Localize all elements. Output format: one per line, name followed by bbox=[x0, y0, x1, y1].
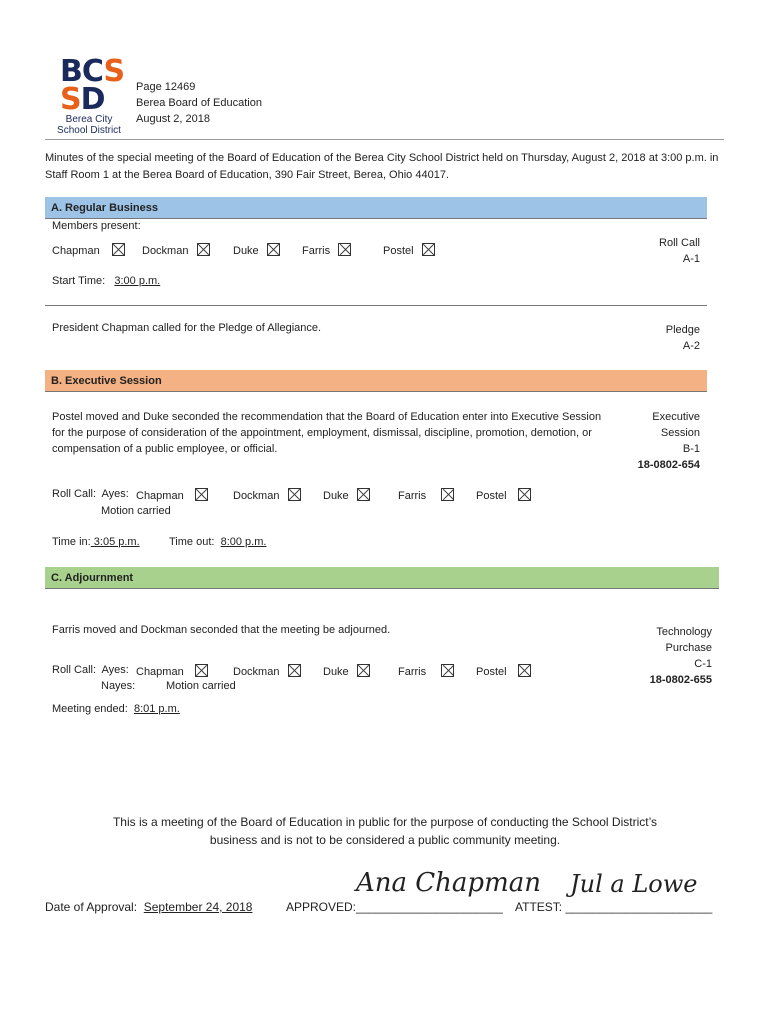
ended-value: 8:01 p.m. bbox=[133, 703, 180, 715]
intro-paragraph: Minutes of the special meeting of the Board of Education of the Berea City School District held on Thursday, August 2, 2018 at 3:00 p.m. in Staff Room 1 at the Berea Board of Education, 390 Fair Street, Berea, Ohio 44017. bbox=[45, 152, 719, 181]
start-label: Start Time: bbox=[52, 275, 106, 287]
checked-box-icon bbox=[518, 488, 531, 501]
signature-line: ______________________ bbox=[565, 900, 713, 914]
checked-box-icon bbox=[195, 488, 208, 501]
header-block bbox=[136, 79, 262, 127]
logo-s2: S bbox=[60, 82, 81, 117]
vote-farris bbox=[398, 488, 454, 502]
section-c-header: C. Adjournment bbox=[45, 567, 719, 589]
exec-result: Motion carried bbox=[101, 505, 171, 517]
attest-line bbox=[515, 900, 712, 914]
voter-name: Postel bbox=[476, 666, 507, 678]
vote-chapman bbox=[136, 488, 208, 502]
logo-bc: BC bbox=[60, 54, 104, 89]
voter-name: Dockman bbox=[233, 490, 280, 502]
voter-name: Duke bbox=[323, 666, 349, 678]
member-name: Duke bbox=[233, 245, 259, 257]
member-farris bbox=[302, 243, 351, 257]
voter-name: Duke bbox=[323, 490, 349, 502]
rollcall-ref bbox=[600, 235, 700, 267]
rollcall-label: Roll Call: bbox=[52, 488, 97, 500]
adjourn-result: Motion carried bbox=[166, 680, 236, 692]
logo-letters-bottom bbox=[50, 82, 128, 117]
vote-chapman bbox=[136, 664, 208, 678]
header-rule bbox=[45, 139, 724, 140]
rollcall-label: Roll Call: bbox=[52, 664, 97, 676]
voter-name: Farris bbox=[398, 666, 427, 678]
start-value: 3:00 p.m. bbox=[114, 275, 161, 287]
time-out bbox=[169, 536, 266, 548]
logo-line2: School District bbox=[57, 125, 121, 136]
member-name: Farris bbox=[302, 245, 331, 257]
member-name: Postel bbox=[383, 245, 414, 257]
attest-label: ATTEST: bbox=[515, 900, 563, 914]
approved-label: APPROVED: bbox=[286, 900, 357, 914]
member-name: Dockman bbox=[142, 245, 189, 257]
meeting-ended bbox=[52, 703, 180, 715]
public-meeting-note: This is a meeting of the Board of Education in public for the purpose of conducting the School District’s business and is not to be considered a public community meeting. bbox=[112, 815, 658, 847]
checked-box-icon bbox=[441, 488, 454, 501]
logo-line1: Berea City bbox=[65, 114, 113, 125]
org-name: Berea Board of Education bbox=[136, 97, 262, 109]
ref-label: Pledge bbox=[665, 324, 700, 336]
attest-signature: Jul a Lowe bbox=[570, 870, 698, 898]
ref-number: A-1 bbox=[682, 253, 700, 265]
time-out-label: Time out: bbox=[169, 536, 215, 548]
pledge-text: President Chapman called for the Pledge of Allegiance. bbox=[52, 322, 322, 334]
ref-number: C-1 bbox=[694, 658, 712, 670]
time-in-label: Time in: bbox=[52, 536, 91, 548]
time-in-value: 3:05 p.m. bbox=[90, 536, 140, 548]
exec-ref bbox=[600, 409, 700, 473]
adjourn-motion-text: Farris moved and Dockman seconded that the meeting be adjourned. bbox=[52, 624, 391, 636]
logo-d: D bbox=[80, 82, 105, 117]
member-name: Chapman bbox=[52, 245, 100, 257]
ref-number: B-1 bbox=[682, 443, 700, 455]
member-duke bbox=[233, 243, 280, 257]
district-logo bbox=[50, 54, 128, 140]
vote-dockman bbox=[233, 664, 301, 678]
checked-box-icon bbox=[441, 664, 454, 677]
ref-label: Technology bbox=[656, 626, 712, 638]
ended-label: Meeting ended: bbox=[52, 703, 128, 715]
vote-farris bbox=[398, 664, 454, 678]
voter-name: Chapman bbox=[136, 490, 184, 502]
member-dockman bbox=[142, 243, 210, 257]
voter-name: Postel bbox=[476, 490, 507, 502]
ref-number: A-2 bbox=[682, 340, 700, 352]
ref-label: Roll Call bbox=[659, 237, 700, 249]
section-b-header: B. Executive Session bbox=[45, 370, 707, 392]
checked-box-icon bbox=[518, 664, 531, 677]
voter-name: Farris bbox=[398, 490, 427, 502]
voter-name: Dockman bbox=[233, 666, 280, 678]
pledge-ref bbox=[600, 322, 700, 354]
member-chapman bbox=[52, 243, 125, 257]
approval-date bbox=[45, 900, 252, 914]
checked-box-icon bbox=[195, 664, 208, 677]
checked-box-icon bbox=[357, 664, 370, 677]
vote-postel bbox=[476, 664, 531, 678]
vote-postel bbox=[476, 488, 531, 502]
ref-label: Purchase bbox=[665, 642, 712, 654]
checked-box-icon bbox=[267, 243, 280, 256]
nayes-label: Nayes: bbox=[101, 680, 136, 692]
members-label: Members present: bbox=[52, 220, 141, 232]
section-a-header: A. Regular Business bbox=[45, 197, 707, 219]
ayes-label: Ayes: bbox=[101, 488, 129, 500]
exec-rollcall bbox=[52, 488, 129, 500]
approved-line bbox=[286, 900, 503, 914]
checked-box-icon bbox=[422, 243, 435, 256]
exec-motion-text: Postel moved and Duke seconded the recommendation that the Board of Education enter into Executive Session for the purpose of consideration of the appointment, employment, dismissal, discipline, promotion, demotion, or compensation of a public employee, or official. bbox=[52, 411, 602, 455]
ayes-label: Ayes: bbox=[101, 664, 129, 676]
approval-label: Date of Approval: bbox=[45, 900, 138, 914]
checked-box-icon bbox=[357, 488, 370, 501]
ref-label: Session bbox=[660, 427, 700, 439]
checked-box-icon bbox=[338, 243, 351, 256]
page-number: Page 12469 bbox=[136, 81, 196, 93]
section-a-rule bbox=[45, 305, 707, 306]
approved-signature: Ana Chapman bbox=[356, 868, 541, 898]
checked-box-icon bbox=[112, 243, 125, 256]
adjourn-ref bbox=[612, 624, 712, 688]
meeting-date: August 2, 2018 bbox=[136, 113, 211, 125]
vote-duke bbox=[323, 488, 370, 502]
resolution-number: 18-0802-655 bbox=[649, 674, 712, 686]
member-postel bbox=[383, 243, 435, 257]
logo-s: S bbox=[103, 54, 125, 89]
adjourn-rollcall bbox=[52, 664, 129, 676]
time-out-value: 8:00 p.m. bbox=[220, 536, 267, 548]
vote-duke bbox=[323, 664, 370, 678]
time-in bbox=[52, 536, 140, 548]
start-time bbox=[52, 275, 160, 287]
signature-line: ______________________ bbox=[356, 900, 503, 914]
voter-name: Chapman bbox=[136, 666, 184, 678]
resolution-number: 18-0802-654 bbox=[637, 459, 700, 471]
ref-label: Executive bbox=[652, 411, 700, 423]
checked-box-icon bbox=[288, 488, 301, 501]
approval-value: September 24, 2018 bbox=[143, 900, 253, 914]
checked-box-icon bbox=[288, 664, 301, 677]
checked-box-icon bbox=[197, 243, 210, 256]
vote-dockman bbox=[233, 488, 301, 502]
